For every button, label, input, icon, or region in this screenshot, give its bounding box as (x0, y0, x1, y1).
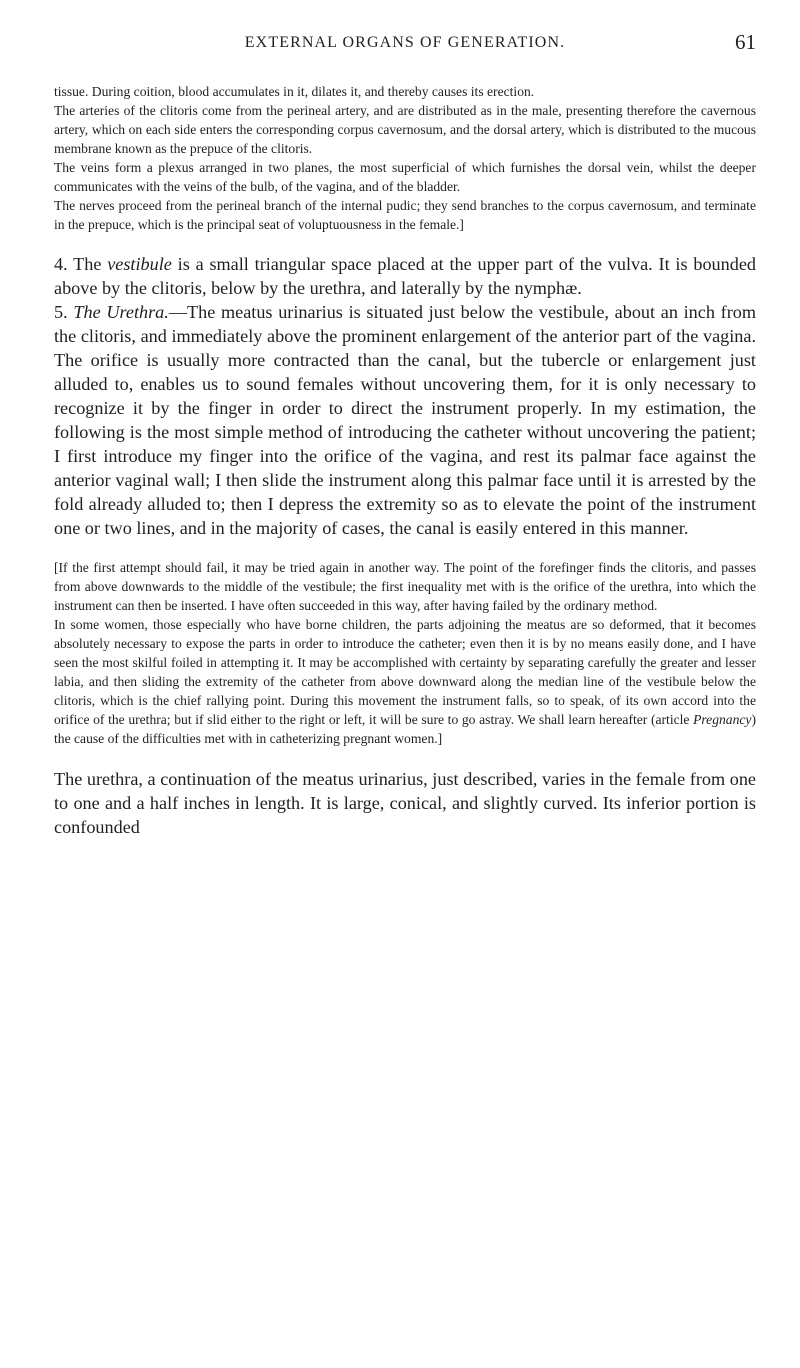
page-header (54, 30, 756, 60)
note2-paragraph-2 (54, 615, 756, 748)
note1-paragraph-4: The nerves proceed from the perineal branch of the internal pudic; they send branches to the corpus cavernosum, and terminate in the prepuce, which is the principal seat of voluptuousness in the female.] (54, 198, 756, 232)
bracket-note-1 (54, 82, 756, 234)
section-4-term: vestibule (107, 254, 172, 274)
page-number: 61 (735, 30, 756, 54)
section-4-number: 4. The (54, 254, 108, 274)
book-page (54, 30, 756, 839)
section-5-number: 5. (54, 302, 74, 322)
note2-text-before: In some women, those especially who have borne children, the parts adjoining the meatus are so deformed, that it becomes absolutely necessary to expose the parts in order to introduce the catheter; even then it is by no means easily done, and I have seen the most skilful foiled in attempting it. It may be accomplished with certainty by separating carefully the greater and lesser labia, and then sliding the extremity of the catheter from above downward along the median line of the vestibule below the clitoris, which is the chief rallying point. During this movement the instrument falls, so to speak, of its own accord into the orifice of the urethra; but if slid either to the right or left, it will be sure to go astray. We shall learn hereafter (article (54, 617, 756, 727)
note2-italic-term: Pregnancy (693, 712, 752, 727)
section-4-paragraph (54, 252, 756, 300)
note2-text-after: ) the cause of the difficulties met with in catheterizing pregnant women.] (54, 712, 756, 746)
note1-paragraph-3: The veins form a plexus arranged in two planes, the most superficial of which furnishes the dorsal vein, whilst the deeper communicates with the veins of the bulb, of the vagina, and of the bladder. (54, 160, 756, 194)
section-4-text: is a small triangular space placed at the upper part of the vulva. It is bounded above by the clitoris, below by the urethra, and laterally by the nymphæ. (54, 254, 756, 298)
section-5-text: —The meatus urinarius is situated just below the vestibule, about an inch from the clitoris, and immediately above the prominent enlargement of the anterior part of the vagina. The orifice is usually more contracted than the canal, but the tubercle or enlargement just alluded to, enables us to sound females without uncovering them, for it is only necessary to recognize it by the finger in order to direct the instrument properly. In my estimation, the following is the most simple method of introducing the catheter without uncovering the patient; I first introduce my finger into the orifice of the vagina, and rest its palmar face against the anterior vaginal wall; I then slide the instrument along this palmar face until it is arrested by the fold already alluded to; then I depress the extremity so as to elevate the point of the instrument one or two lines, and in the majority of cases, the canal is easily entered in this manner. (54, 302, 757, 538)
bracket-note-2 (54, 558, 756, 748)
note1-paragraph-1: tissue. During coition, blood accumulates in it, dilates it, and thereby causes its erection. (54, 84, 535, 99)
running-head: EXTERNAL ORGANS OF GENERATION. (244, 34, 566, 51)
note2-paragraph-1: [If the first attempt should fail, it may be tried again in another way. The point of the forefinger finds the clitoris, and passes from above downwards to the middle of the vestibule; the first inequality met with is the orifice of the urethra, into which the instrument can then be inserted. I have often succeeded in this way, after having failed by the ordinary method. (54, 560, 756, 613)
section-5-term: The Urethra. (73, 302, 169, 322)
final-paragraph: The urethra, a continuation of the meatus urinarius, just described, varies in the female from one to one and a half inches in length. It is large, conical, and slightly curved. Its inferior portion is confounded (54, 769, 756, 837)
section-5-paragraph (54, 300, 756, 540)
note1-paragraph-2: The arteries of the clitoris come from the perineal artery, and are distributed as in the male, presenting therefore the cavernous artery, which on each side enters the corresponding corpus cavernosum, and the dorsal artery, which is distributed to the mucous membrane known as the prepuce of the clitoris. (54, 103, 756, 156)
